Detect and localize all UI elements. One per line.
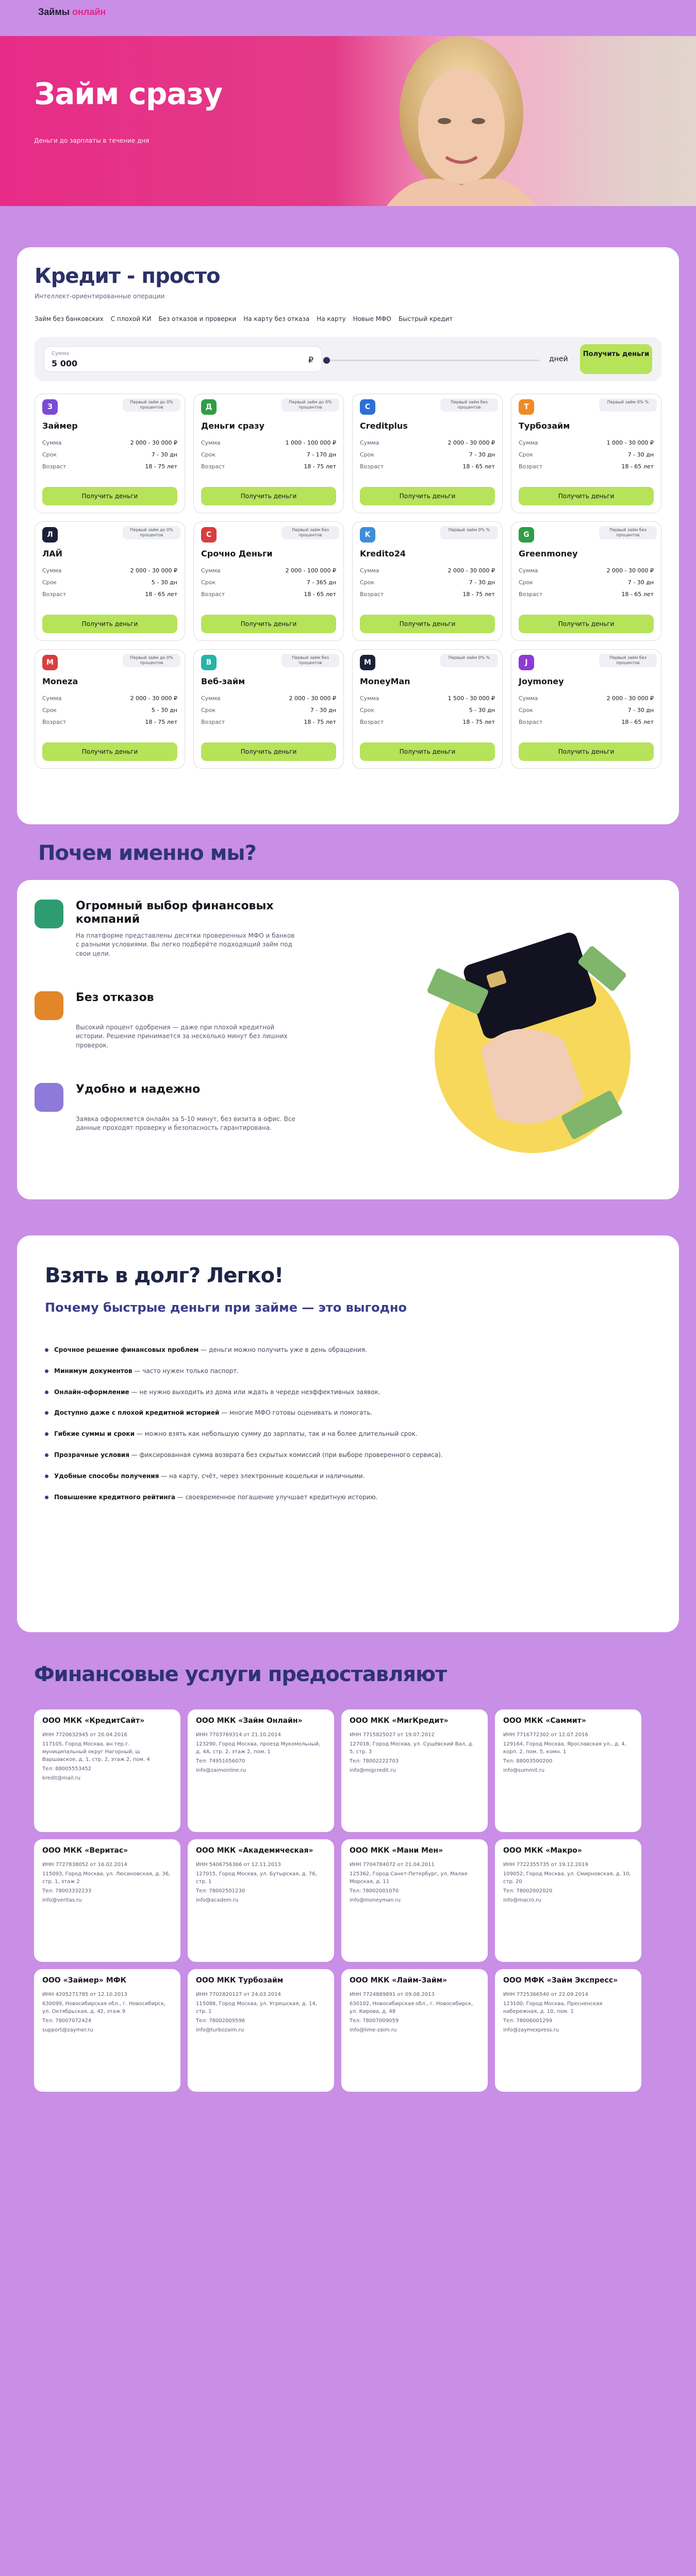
offer-term: 7 - 30 дн <box>627 451 654 458</box>
offer-card[interactable]: В Первый займ без процентов Веб-займ Сумма 2 000 - 30 000 ₽ Срок 7 - 30 дн Возраст 18 - 75 лет Получить деньги <box>193 649 344 769</box>
company-name: ООО МКК «КредитСайт» <box>42 1717 145 1725</box>
offer-sum: 1 000 - 30 000 ₽ <box>606 439 654 446</box>
company-detail: ИНН 7702820127 от 24.03.2014 <box>196 1991 281 1997</box>
lender-logo: С <box>201 527 217 543</box>
company-detail: 127015, Город Москва, ул. Бутырская, д. 76, стр. 1 <box>196 1871 317 1885</box>
lender-name: MoneyMan <box>360 676 410 686</box>
company-name: ООО МКК Турбозайм <box>196 1976 284 1985</box>
company-detail: ИНН 7704784072 от 21.04.2011 <box>350 1861 435 1868</box>
offer-age: 18 - 65 лет <box>304 591 336 598</box>
lender-logo: J <box>519 655 534 670</box>
offer-age: 18 - 65 лет <box>621 719 654 725</box>
lender-logo: Т <box>519 399 534 415</box>
get-money-button[interactable]: Получить деньги <box>42 615 177 633</box>
lender-name: Турбозайм <box>519 421 570 431</box>
company-detail: Тел: 78007072424 <box>42 2018 92 2024</box>
get-money-button[interactable]: Получить деньги <box>201 615 336 633</box>
company-detail: info@turbozaim.ru <box>196 2027 244 2033</box>
company-detail: ИНН 7727838052 от 16.02.2014 <box>42 1861 127 1868</box>
lender-name: Займер <box>42 421 78 431</box>
benefit-item: Минимум документов — часто нужен только паспорт. <box>45 1367 651 1376</box>
lender-logo: Л <box>42 527 58 543</box>
offer-badge: Первый займ без процентов <box>281 526 339 539</box>
offer-term: 7 - 30 дн <box>627 579 654 586</box>
company-card <box>341 1709 488 1832</box>
company-detail: 117105, Город Москва, вн.тер.г. муниципальный округ Нагорный, ш Варшавское, д. 1, стр. 2, этаж 2, пом. 4 <box>42 1741 150 1762</box>
top-bar <box>0 0 696 36</box>
companies-grid <box>34 1709 696 2092</box>
offer-term: 7 - 365 дн <box>306 579 336 586</box>
offer-sum: 1 500 - 30 000 ₽ <box>448 695 495 702</box>
company-detail: 109052, Город Москва, ул. Смирновская, д. 10, стр. 20 <box>503 1871 631 1885</box>
get-money-button[interactable]: Получить деньги <box>580 344 652 374</box>
feature-item: Удобно и надежно Заявка оформляется онлайн за 5-10 минут, без визита в офис. Все данные проходят проверку и безопасность гарантирована. <box>35 1083 323 1175</box>
offer-sum: 2 000 - 30 000 ₽ <box>606 695 654 702</box>
offer-term: 5 - 30 дн <box>469 707 495 714</box>
company-card <box>495 1969 641 2092</box>
company-detail: Тел: 88005553452 <box>42 1766 92 1772</box>
offer-card[interactable]: Л Первый займ до 0% процентов ЛАЙ Сумма 2 000 - 30 000 ₽ Срок 5 - 30 дн Возраст 18 - 65 лет Получить деньги <box>35 521 185 641</box>
company-detail: ИНН 7720632945 от 20.04.2016 <box>42 1732 127 1738</box>
company-detail: Тел: 88003500200 <box>503 1758 553 1764</box>
offer-badge: Первый займ без процентов <box>440 398 498 412</box>
benefit-list <box>45 1346 651 1501</box>
company-name: ООО МКК «Займ Онлайн» <box>196 1717 303 1725</box>
company-name: ООО МКК «Мани Мен» <box>350 1846 443 1855</box>
currency-symbol: ₽ <box>308 355 313 365</box>
company-name: ООО МКК «МигКредит» <box>350 1717 449 1725</box>
amount-value: 5 000 <box>52 359 78 368</box>
offer-badge: Первый займ без процентов <box>599 654 657 667</box>
lender-name: Creditplus <box>360 421 408 431</box>
lender-name: Greenmoney <box>519 549 578 558</box>
offer-age: 18 - 75 лет <box>462 591 495 598</box>
offer-card[interactable]: C Первый займ без процентов Creditplus Сумма 2 000 - 30 000 ₽ Срок 7 - 30 дн Возраст 18 - 65 лет Получить деньги <box>352 394 503 513</box>
category-link[interactable]: С плохой КИ <box>110 315 152 323</box>
company-detail: 115088, Город Москва, ул. Угрешская, д. 14, стр. 1 <box>196 2001 317 2014</box>
lender-name: Срочно Деньги <box>201 549 273 558</box>
company-card <box>34 1969 180 2092</box>
get-money-button[interactable]: Получить деньги <box>519 742 654 761</box>
company-card <box>34 1839 180 1962</box>
company-name: ООО МКК «Макро» <box>503 1846 582 1855</box>
loan-section <box>17 1235 679 1632</box>
get-money-button[interactable]: Получить деньги <box>201 487 336 505</box>
get-money-button[interactable]: Получить деньги <box>201 742 336 761</box>
company-detail: 123100, Город Москва, Пресненская набережная, д. 10, пом. 1 <box>503 2001 603 2014</box>
company-detail: Тел: 78006001299 <box>503 2018 553 2024</box>
company-detail: Тел: 78003332233 <box>42 1888 92 1894</box>
companies-section <box>0 1663 696 1686</box>
offer-age: 18 - 75 лет <box>145 463 177 470</box>
offer-card[interactable]: M Первый займ до 0% процентов Moneza Сумма 2 000 - 30 000 ₽ Срок 5 - 30 дн Возраст 18 - 75 лет Получить деньги <box>35 649 185 769</box>
company-card <box>34 1709 180 1832</box>
company-detail: info@zaimonline.ru <box>196 1767 246 1773</box>
loan-calculator <box>35 337 661 381</box>
hero-woman-photo <box>356 36 552 206</box>
offer-card[interactable]: З Первый займ до 0% процентов Займер Сумма 2 000 - 30 000 ₽ Срок 7 - 30 дн Возраст 18 - 75 лет Получить деньги <box>35 394 185 513</box>
offer-term: 7 - 170 дн <box>306 451 336 458</box>
benefit-item: Онлайн-оформление — не нужно выходить из дома или ждать в череде неэффективных заявок. <box>45 1388 651 1397</box>
lender-name: Kredito24 <box>360 549 406 558</box>
offer-badge: Первый займ до 0% процентов <box>123 654 180 667</box>
company-card <box>341 1969 488 2092</box>
offer-badge: Первый займ без процентов <box>599 526 657 539</box>
feature-icon <box>35 900 63 928</box>
offer-sum: 2 000 - 30 000 ₽ <box>130 439 177 446</box>
company-detail: ИНН 5406756366 от 12.11.2013 <box>196 1861 281 1868</box>
get-money-button[interactable]: Получить деньги <box>42 487 177 505</box>
company-detail: ИНН 7722355735 от 19.12.2019 <box>503 1861 588 1868</box>
feature-icon <box>35 1083 63 1112</box>
company-detail: 123290, Город Москва, проезд Мукомольный, д. 4А, стр. 2, этаж 2, пом. 1 <box>196 1741 321 1755</box>
lender-logo: M <box>42 655 58 670</box>
company-card <box>341 1839 488 1962</box>
company-detail: info@veritas.ru <box>42 1897 82 1903</box>
offer-age: 18 - 65 лет <box>462 463 495 470</box>
offer-sum: 2 000 - 30 000 ₽ <box>130 567 177 574</box>
offer-grid <box>35 394 661 769</box>
company-card <box>188 1839 334 1962</box>
offer-badge: Первый займ до 0% процентов <box>123 526 180 539</box>
offer-badge: Первый займ 0% % <box>599 398 657 412</box>
company-card <box>495 1709 641 1832</box>
hero-fade <box>552 36 696 206</box>
offer-sum: 2 000 - 30 000 ₽ <box>289 695 336 702</box>
lender-logo: В <box>201 655 217 670</box>
offer-sum: 2 000 - 100 000 ₽ <box>285 567 336 574</box>
lender-name: Веб-займ <box>201 676 245 686</box>
offer-sum: 1 000 - 100 000 ₽ <box>285 439 336 446</box>
offers-title: Кредит - просто <box>35 264 220 288</box>
offer-sum: 2 000 - 30 000 ₽ <box>448 567 495 574</box>
benefit-item: Удобные способы получения — на карту, счёт, через электронные кошельки и наличными. <box>45 1472 651 1481</box>
loan-title: Взять в долг? Легко! <box>45 1264 284 1287</box>
company-detail: info@lime-zaim.ru <box>350 2027 397 2033</box>
offer-card[interactable]: G Первый займ без процентов Greenmoney Сумма 2 000 - 30 000 ₽ Срок 7 - 30 дн Возраст 18 - 65 лет Получить деньги <box>511 521 661 641</box>
company-detail: 129164, Город Москва, Ярославская ул., д. 4, корп. 2, пом. 5, комн. 1 <box>503 1741 626 1755</box>
offers-section <box>17 247 679 824</box>
benefit-item: Прозрачные условия — фиксированная сумма возврата без скрытых комиссий (при выборе проверенного сервиса). <box>45 1451 651 1460</box>
company-card <box>495 1839 641 1962</box>
company-detail: Тел: 74951056070 <box>196 1758 245 1764</box>
category-link[interactable]: Новые МФО <box>353 315 391 323</box>
get-money-button[interactable]: Получить деньги <box>360 487 495 505</box>
company-detail: ИНН 7724889891 от 09.08.2013 <box>350 1991 435 1997</box>
company-name: ООО МКК «Лайм-Займ» <box>350 1976 448 1985</box>
offer-badge: Первый займ 0% % <box>440 654 498 667</box>
offer-age: 18 - 65 лет <box>621 463 654 470</box>
company-detail: info@moneyman.ru <box>350 1897 401 1903</box>
offers-subtitle: Интеллект-ориентированные операции <box>35 293 165 300</box>
offer-age: 18 - 75 лет <box>145 719 177 725</box>
company-detail: ИНН 4205271785 от 12.10.2013 <box>42 1991 127 1997</box>
company-detail: Тел: 78002222703 <box>350 1758 399 1764</box>
company-detail: kredit@mail.ru <box>42 1775 80 1781</box>
company-detail: ИНН 7703769314 от 21.10.2014 <box>196 1732 281 1738</box>
offer-term: 5 - 30 дн <box>151 707 177 714</box>
offer-age: 18 - 65 лет <box>621 591 654 598</box>
site-logo[interactable]: Займы онлайн <box>38 7 106 17</box>
amount-field[interactable]: Сумма 5 000 ₽ <box>44 346 322 372</box>
lender-name: Деньги сразу <box>201 421 264 431</box>
offer-term: 5 - 30 дн <box>151 579 177 586</box>
company-card <box>188 1709 334 1832</box>
lender-logo: G <box>519 527 534 543</box>
feature-item: Без отказов Высокий процент одобрения — даже при плохой кредитной истории. Решение принимается за несколько минут без лишних проверок. <box>35 991 323 1083</box>
offer-sum: 2 000 - 30 000 ₽ <box>606 567 654 574</box>
company-detail: Тел: 78002501230 <box>196 1888 245 1894</box>
category-link[interactable]: На карту без отказа <box>243 315 310 323</box>
feature-icon <box>35 991 63 1020</box>
get-money-button[interactable]: Получить деньги <box>360 742 495 761</box>
offer-card[interactable]: С Первый займ без процентов Срочно Деньги Сумма 2 000 - 100 000 ₽ Срок 7 - 365 дн Возраст 18 - 65 лет Получить деньги <box>193 521 344 641</box>
offer-card[interactable]: K Первый займ 0% % Kredito24 Сумма 2 000 - 30 000 ₽ Срок 7 - 30 дн Возраст 18 - 75 лет Получить деньги <box>352 521 503 641</box>
lender-name: ЛАЙ <box>42 549 63 558</box>
offer-badge: Первый займ до 0% процентов <box>123 398 180 412</box>
company-detail: 127018, Город Москва, ул. Сущёвский Вал, д. 5, стр. 3 <box>350 1741 474 1755</box>
company-detail: info@migcredit.ru <box>350 1767 396 1773</box>
company-detail: support@zaymer.ru <box>42 2027 93 2033</box>
company-detail: ИНН 7725366540 от 22.09.2014 <box>503 1991 588 1997</box>
company-detail: Тел: 78002009596 <box>196 2018 245 2024</box>
company-name: ООО МФК «Займ Экспресс» <box>503 1976 618 1985</box>
category-link[interactable]: Быстрый кредит <box>398 315 453 323</box>
hero-subtitle: Деньги до зарплаты в течение дня <box>34 137 150 144</box>
company-detail: ИНН 7716772302 от 12.07.2016 <box>503 1732 588 1738</box>
company-detail: info@macro.ru <box>503 1897 541 1903</box>
company-name: ООО МКК «Академическая» <box>196 1846 313 1855</box>
offer-card[interactable]: J Первый займ без процентов Joymoney Сумма 2 000 - 30 000 ₽ Срок 7 - 30 дн Возраст 18 - 65 лет Получить деньги <box>511 649 661 769</box>
company-detail: info@summit.ru <box>503 1767 545 1773</box>
offer-badge: Первый займ 0% % <box>440 526 498 539</box>
company-detail: 125362, Город Санкт-Петербург, ул. Малая Морская, д. 11 <box>350 1871 468 1885</box>
company-detail: Тел: 78002001070 <box>350 1888 399 1894</box>
days-label: дней <box>549 355 568 363</box>
lender-logo: M <box>360 655 375 670</box>
company-detail: Тел: 78007009059 <box>350 2018 399 2024</box>
company-name: ООО «Займер» МФК <box>42 1976 126 1985</box>
lender-logo: З <box>42 399 58 415</box>
company-card <box>188 1969 334 2092</box>
company-detail: ИНН 7715825027 от 19.07.2012 <box>350 1732 435 1738</box>
category-link[interactable]: На карту <box>317 315 346 323</box>
lender-name: Moneza <box>42 676 78 686</box>
benefit-item: Доступно даже с плохой кредитной историей — многие МФО готовы оценивать и помогать. <box>45 1409 651 1417</box>
why-section <box>0 824 696 1199</box>
offer-badge: Первый займ до 0% процентов <box>281 398 339 412</box>
offer-sum: 2 000 - 30 000 ₽ <box>130 695 177 702</box>
benefit-item: Срочное решение финансовых проблем — деньги можно получить уже в день обращения. <box>45 1346 651 1354</box>
get-money-button[interactable]: Получить деньги <box>519 487 654 505</box>
offer-term: 7 - 30 дн <box>469 451 495 458</box>
offer-card[interactable]: M Первый займ 0% % MoneyMan Сумма 1 500 - 30 000 ₽ Срок 5 - 30 дн Возраст 18 - 75 лет Получить деньги <box>352 649 503 769</box>
company-detail: 115093, Город Москва, ул. Люсиновская, д. 36, стр. 1, этаж 2 <box>42 1871 171 1885</box>
offer-age: 18 - 75 лет <box>462 719 495 725</box>
category-nav <box>35 312 661 326</box>
offer-term: 7 - 30 дн <box>310 707 336 714</box>
get-money-button[interactable]: Получить деньги <box>360 615 495 633</box>
term-slider[interactable] <box>323 360 540 361</box>
offer-card[interactable]: Д Первый займ до 0% процентов Деньги сразу Сумма 1 000 - 100 000 ₽ Срок 7 - 170 дн Возраст 18 - 75 лет Получить деньги <box>193 394 344 513</box>
category-link[interactable]: Займ без банковских <box>35 315 104 323</box>
offer-sum: 2 000 - 30 000 ₽ <box>448 439 495 446</box>
company-name: ООО МКК «Саммит» <box>503 1717 586 1725</box>
hand-with-card-photo <box>409 901 636 1168</box>
slider-handle[interactable] <box>323 357 330 364</box>
benefit-item: Повышение кредитного рейтинга — своевременное погашение улучшает кредитную историю. <box>45 1493 651 1502</box>
why-card <box>17 880 679 1199</box>
offer-age: 18 - 65 лет <box>145 591 177 598</box>
company-detail: info@academ.ru <box>196 1897 239 1903</box>
offer-card[interactable]: Т Первый займ 0% % Турбозайм Сумма 1 000 - 30 000 ₽ Срок 7 - 30 дн Возраст 18 - 65 лет Получить деньги <box>511 394 661 513</box>
offer-age: 18 - 75 лет <box>304 463 336 470</box>
companies-title: Финансовые услуги предоставляют <box>34 1663 447 1686</box>
offer-term: 7 - 30 дн <box>469 579 495 586</box>
lender-logo: Д <box>201 399 217 415</box>
lender-logo: C <box>360 399 375 415</box>
get-money-button[interactable]: Получить деньги <box>42 742 177 761</box>
company-detail: 630102, Новосибирская обл., г. Новосибирск, ул. Кирова, д. 48 <box>350 2001 473 2014</box>
hero-banner <box>0 36 696 206</box>
offer-age: 18 - 75 лет <box>304 719 336 725</box>
offer-term: 7 - 30 дн <box>627 707 654 714</box>
hero-title: Займ сразу <box>34 76 223 111</box>
feature-item: Огромный выбор финансовых компаний На платформе представлены десятки проверенных МФО и банков с разными условиями. Вы легко подберёте подходящий займ под свои цели. <box>35 900 323 991</box>
get-money-button[interactable]: Получить деньги <box>519 615 654 633</box>
lender-logo: K <box>360 527 375 543</box>
offer-badge: Первый займ без процентов <box>281 654 339 667</box>
company-detail: info@zaymexpress.ru <box>503 2027 559 2033</box>
loan-lead: Почему быстрые деньги при займе — это выгодно <box>45 1300 407 1315</box>
lender-name: Joymoney <box>519 676 564 686</box>
company-detail: Тел: 78002002020 <box>503 1888 553 1894</box>
offer-term: 7 - 30 дн <box>151 451 177 458</box>
company-name: ООО МКК «Веритас» <box>42 1846 128 1855</box>
why-title: Почем именно мы? <box>38 841 256 865</box>
benefit-item: Гибкие суммы и сроки — можно взять как небольшую сумму до зарплаты, так и на более длительный срок. <box>45 1430 651 1438</box>
company-detail: 630099, Новосибирская обл., г. Новосибирск, ул. Октябрьская, д. 42, этаж 9 <box>42 2001 166 2014</box>
category-link[interactable]: Без отказов и проверки <box>158 315 237 323</box>
